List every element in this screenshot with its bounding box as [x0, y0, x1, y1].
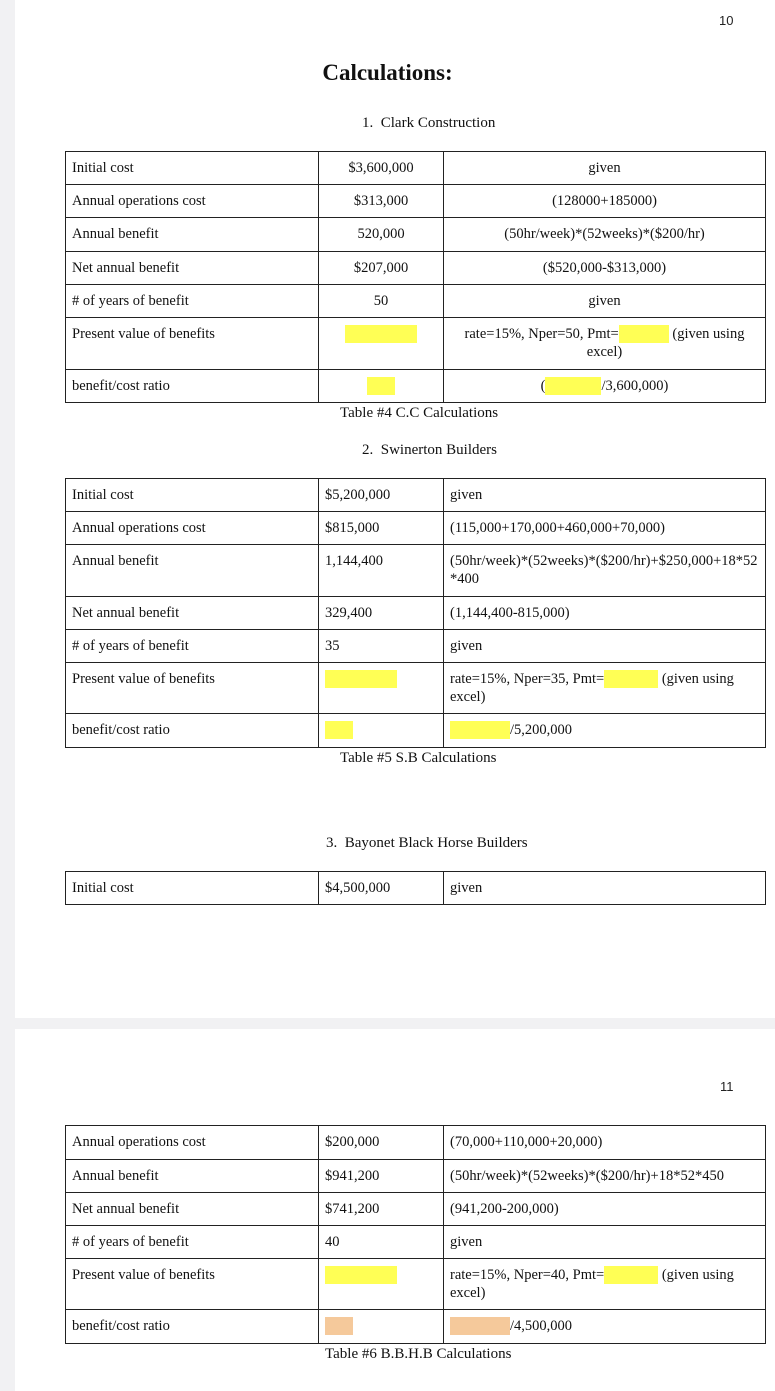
- row-note: (50hr/week)*(52weeks)*($200/hr): [444, 218, 766, 252]
- row-value: 520,000: [319, 218, 444, 252]
- row-label: Net annual benefit: [66, 597, 319, 630]
- row-note: (1,144,400-815,000): [444, 597, 766, 630]
- table-row: [66, 479, 766, 512]
- row-value: $815,000: [319, 512, 444, 545]
- table-row: [66, 872, 766, 905]
- table-row: [66, 1310, 766, 1344]
- row-label: # of years of benefit: [66, 630, 319, 663]
- row-note: given: [444, 630, 766, 663]
- row-label: Annual benefit: [66, 1160, 319, 1193]
- row-value: [319, 1310, 444, 1344]
- table-row: [66, 285, 766, 318]
- row-value: $3,600,000: [319, 152, 444, 185]
- row-label: Annual operations cost: [66, 512, 319, 545]
- table-row: [66, 1259, 766, 1310]
- row-note: (115,000+170,000+460,000+70,000): [444, 512, 766, 545]
- row-note: given: [444, 1226, 766, 1259]
- table-caption: Table #4 C.C Calculations: [340, 405, 499, 421]
- row-value: $741,200: [319, 1193, 444, 1226]
- row-note: (70,000+110,000+20,000): [444, 1126, 766, 1160]
- table-row: [66, 218, 766, 252]
- row-note: /5,200,000: [444, 714, 766, 748]
- highlight-redacted: [325, 1317, 353, 1335]
- row-note: rate=15%, Nper=35, Pmt= (given using excel): [444, 663, 766, 714]
- row-value: [319, 1259, 444, 1310]
- row-value: 329,400: [319, 597, 444, 630]
- row-label: # of years of benefit: [66, 285, 319, 318]
- table-row: [66, 152, 766, 185]
- row-note: ( /3,600,000): [444, 370, 766, 403]
- row-note: (128000+185000): [444, 185, 766, 218]
- table-row: [66, 370, 766, 403]
- highlight-redacted: [545, 377, 601, 395]
- row-value: $200,000: [319, 1126, 444, 1160]
- row-label: Annual operations cost: [66, 1126, 319, 1160]
- row-value: [319, 370, 444, 403]
- highlight-redacted: [450, 1317, 510, 1335]
- highlight-redacted: [604, 1266, 658, 1284]
- row-note: given: [444, 479, 766, 512]
- row-note: (50hr/week)*(52weeks)*($200/hr)+18*52*450: [444, 1160, 766, 1193]
- highlight-redacted: [325, 670, 397, 688]
- table-row: [66, 1226, 766, 1259]
- row-label: benefit/cost ratio: [66, 370, 319, 403]
- table-row: [66, 1160, 766, 1193]
- highlight-redacted: [345, 325, 417, 343]
- row-value: $5,200,000: [319, 479, 444, 512]
- row-label: Annual operations cost: [66, 185, 319, 218]
- row-label: Initial cost: [66, 152, 319, 185]
- table-row: [66, 545, 766, 597]
- row-value: $207,000: [319, 252, 444, 285]
- row-value: $313,000: [319, 185, 444, 218]
- row-label: Present value of benefits: [66, 663, 319, 714]
- row-value: $941,200: [319, 1160, 444, 1193]
- row-label: Annual benefit: [66, 218, 319, 252]
- row-label: Initial cost: [66, 872, 319, 905]
- page-heading: Calculations:: [322, 60, 453, 85]
- row-note: rate=15%, Nper=50, Pmt= (given using excel): [444, 318, 766, 370]
- row-value: [319, 318, 444, 370]
- page-number: 10: [719, 13, 734, 28]
- row-note: ($520,000-$313,000): [444, 252, 766, 285]
- highlight-redacted: [619, 325, 669, 343]
- table-row: [66, 1126, 766, 1160]
- row-note: (50hr/week)*(52weeks)*($200/hr)+$250,000+18*52*400: [444, 545, 766, 597]
- row-value: [319, 714, 444, 748]
- table-swinerton-builders: [65, 478, 766, 748]
- highlight-redacted: [604, 670, 658, 688]
- table-row: [66, 252, 766, 285]
- row-label: # of years of benefit: [66, 1226, 319, 1259]
- row-value: $4,500,000: [319, 872, 444, 905]
- table-row: [66, 663, 766, 714]
- row-label: Net annual benefit: [66, 252, 319, 285]
- table-row: [66, 630, 766, 663]
- row-note: given: [444, 285, 766, 318]
- row-note: rate=15%, Nper=40, Pmt= (given using excel): [444, 1259, 766, 1310]
- row-value: 50: [319, 285, 444, 318]
- table-caption: Table #5 S.B Calculations: [340, 750, 497, 766]
- row-value: 40: [319, 1226, 444, 1259]
- row-label: Annual benefit: [66, 545, 319, 597]
- highlight-redacted: [367, 377, 395, 395]
- row-note: /4,500,000: [444, 1310, 766, 1344]
- section-title-bayonet: 3. Bayonet Black Horse Builders: [326, 835, 528, 851]
- section-title-swinerton: 2. Swinerton Builders: [362, 442, 497, 458]
- table-caption: Table #6 B.B.H.B Calculations: [325, 1346, 512, 1362]
- highlight-redacted: [450, 721, 510, 739]
- table-bayonet-part2: [65, 1125, 766, 1344]
- row-label: benefit/cost ratio: [66, 1310, 319, 1344]
- table-row: [66, 185, 766, 218]
- row-label: Initial cost: [66, 479, 319, 512]
- table-clark-construction: [65, 151, 766, 403]
- row-label: Present value of benefits: [66, 318, 319, 370]
- table-bayonet-part1: [65, 871, 766, 905]
- row-label: Net annual benefit: [66, 1193, 319, 1226]
- row-note: given: [444, 872, 766, 905]
- highlight-redacted: [325, 721, 353, 739]
- row-label: Present value of benefits: [66, 1259, 319, 1310]
- table-row: [66, 714, 766, 748]
- row-value: 35: [319, 630, 444, 663]
- row-value: [319, 663, 444, 714]
- highlight-redacted: [325, 1266, 397, 1284]
- table-row: [66, 1193, 766, 1226]
- row-label: benefit/cost ratio: [66, 714, 319, 748]
- table-row: [66, 318, 766, 370]
- page-number: 11: [720, 1079, 734, 1094]
- table-row: [66, 512, 766, 545]
- row-value: 1,144,400: [319, 545, 444, 597]
- section-title-clark: 1. Clark Construction: [362, 115, 496, 131]
- row-note: (941,200-200,000): [444, 1193, 766, 1226]
- table-row: [66, 597, 766, 630]
- row-note: given: [444, 152, 766, 185]
